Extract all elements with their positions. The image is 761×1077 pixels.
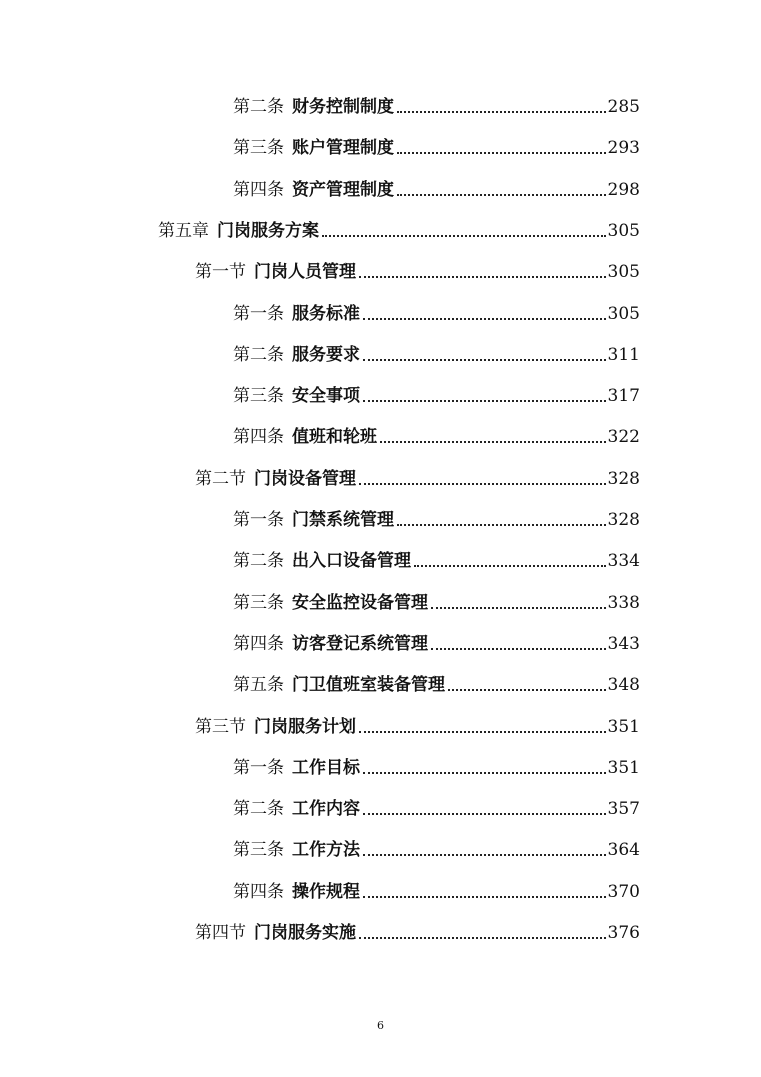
toc-entry[interactable]	[195, 708, 640, 738]
toc-leader-dots	[431, 648, 606, 650]
toc-leader-dots	[363, 813, 606, 815]
toc-entry-page: 351	[607, 717, 640, 737]
toc-entry-title: 资产管理制度	[292, 180, 394, 200]
toc-entry-number: 第二条	[233, 551, 284, 571]
toc-entry-number: 第五章	[158, 221, 209, 241]
toc-entry-number: 第四条	[233, 427, 284, 447]
toc-entry-number: 第二条	[233, 345, 284, 365]
toc-entry-number: 第三条	[233, 840, 284, 860]
toc-entry-title: 服务要求	[292, 345, 360, 365]
toc-leader-dots	[363, 359, 606, 361]
toc-entry-title: 工作目标	[292, 758, 360, 778]
toc-entry-title: 财务控制制度	[292, 97, 394, 117]
toc-entry-number: 第四条	[233, 180, 284, 200]
toc-entry[interactable]	[233, 171, 640, 201]
toc-leader-dots	[363, 400, 606, 402]
toc-entry[interactable]	[233, 666, 640, 696]
page-number: 6	[377, 1019, 384, 1032]
toc-entry-title: 工作方法	[292, 840, 360, 860]
toc-leader-dots	[359, 937, 606, 939]
toc-entry[interactable]	[233, 129, 640, 159]
toc-entry-number: 第一条	[233, 304, 284, 324]
toc-leader-dots	[448, 689, 606, 691]
toc-entry-title: 服务标准	[292, 304, 360, 324]
toc-entry-number: 第二节	[195, 469, 246, 489]
toc-entry-page: 348	[607, 675, 640, 695]
toc-entry-number: 第一条	[233, 758, 284, 778]
toc-entry-number: 第四条	[233, 634, 284, 654]
toc-entry[interactable]	[233, 542, 640, 572]
toc-entry-page: 322	[607, 427, 640, 447]
toc-entry-page: 305	[607, 221, 640, 241]
toc-entry-page: 328	[607, 510, 640, 530]
toc-entry-title: 门卫值班室装备管理	[292, 675, 445, 695]
toc-leader-dots	[359, 276, 606, 278]
toc-entry-number: 第三条	[233, 386, 284, 406]
toc-entry-page: 334	[607, 551, 640, 571]
toc-entry-title: 账户管理制度	[292, 138, 394, 158]
toc-leader-dots	[363, 772, 606, 774]
toc-entry-title: 工作内容	[292, 799, 360, 819]
toc-entry-title: 门岗人员管理	[254, 262, 356, 282]
toc-entry[interactable]	[233, 336, 640, 366]
toc-leader-dots	[431, 607, 606, 609]
toc-entry-number: 第二条	[233, 97, 284, 117]
toc-entry[interactable]	[158, 212, 640, 242]
toc-leader-dots	[397, 111, 606, 113]
toc-entry[interactable]	[233, 501, 640, 531]
toc-entry-page: 317	[607, 386, 640, 406]
toc-entry-page: 298	[607, 180, 640, 200]
toc-entry-title: 门岗服务计划	[254, 717, 356, 737]
toc-entry-title: 访客登记系统管理	[292, 634, 428, 654]
toc-entry-page: 376	[607, 923, 640, 943]
toc-leader-dots	[397, 524, 606, 526]
toc-entry-page: 351	[607, 758, 640, 778]
toc-entry-number: 第四条	[233, 882, 284, 902]
toc-entry-number: 第一节	[195, 262, 246, 282]
toc-entry-page: 305	[607, 262, 640, 282]
toc-leader-dots	[414, 565, 606, 567]
toc-entry[interactable]	[195, 253, 640, 283]
toc-leader-dots	[363, 318, 606, 320]
toc-entry-title: 操作规程	[292, 882, 360, 902]
toc-entry-title: 值班和轮班	[292, 427, 377, 447]
toc-entry[interactable]	[195, 460, 640, 490]
toc-entry-page: 293	[607, 138, 640, 158]
toc-entry[interactable]	[233, 584, 640, 614]
toc-entry[interactable]	[233, 377, 640, 407]
toc-leader-dots	[397, 152, 606, 154]
toc-entry-page: 328	[607, 469, 640, 489]
toc-entry-page: 343	[607, 634, 640, 654]
toc-entry-page: 305	[607, 304, 640, 324]
toc-entry-page: 311	[607, 345, 640, 365]
toc-leader-dots	[363, 896, 606, 898]
toc-entry[interactable]	[233, 749, 640, 779]
toc-entry[interactable]	[233, 295, 640, 325]
toc-entry-page: 357	[607, 799, 640, 819]
toc-entry-title: 安全监控设备管理	[292, 593, 428, 613]
toc-entry-number: 第二条	[233, 799, 284, 819]
toc-entry-number: 第三条	[233, 593, 284, 613]
toc-entry-number: 第三条	[233, 138, 284, 158]
toc-entry[interactable]	[233, 625, 640, 655]
toc-entry-title: 门禁系统管理	[292, 510, 394, 530]
toc-leader-dots	[359, 483, 606, 485]
toc-entry[interactable]	[233, 418, 640, 448]
toc-entry-title: 门岗设备管理	[254, 469, 356, 489]
toc-leader-dots	[322, 235, 606, 237]
toc-entry-title: 门岗服务方案	[217, 221, 319, 241]
toc-entry[interactable]	[233, 873, 640, 903]
toc-entry[interactable]	[195, 914, 640, 944]
toc-entry-number: 第五条	[233, 675, 284, 695]
toc-entry-title: 出入口设备管理	[292, 551, 411, 571]
toc-entry-number: 第三节	[195, 717, 246, 737]
toc-entry-page: 364	[607, 840, 640, 860]
toc-leader-dots	[397, 194, 606, 196]
toc-entry-title: 门岗服务实施	[254, 923, 356, 943]
toc-entry[interactable]	[233, 790, 640, 820]
toc-leader-dots	[363, 854, 606, 856]
toc-entry-number: 第四节	[195, 923, 246, 943]
toc-entry[interactable]	[233, 831, 640, 861]
toc-entry-page: 338	[607, 593, 640, 613]
toc-entry-number: 第一条	[233, 510, 284, 530]
toc-entry-title: 安全事项	[292, 386, 360, 406]
toc-entry-page: 370	[607, 882, 640, 902]
toc-leader-dots	[380, 441, 606, 443]
toc-leader-dots	[359, 731, 606, 733]
toc-entry-page: 285	[607, 97, 640, 117]
toc-entry[interactable]	[233, 88, 640, 118]
